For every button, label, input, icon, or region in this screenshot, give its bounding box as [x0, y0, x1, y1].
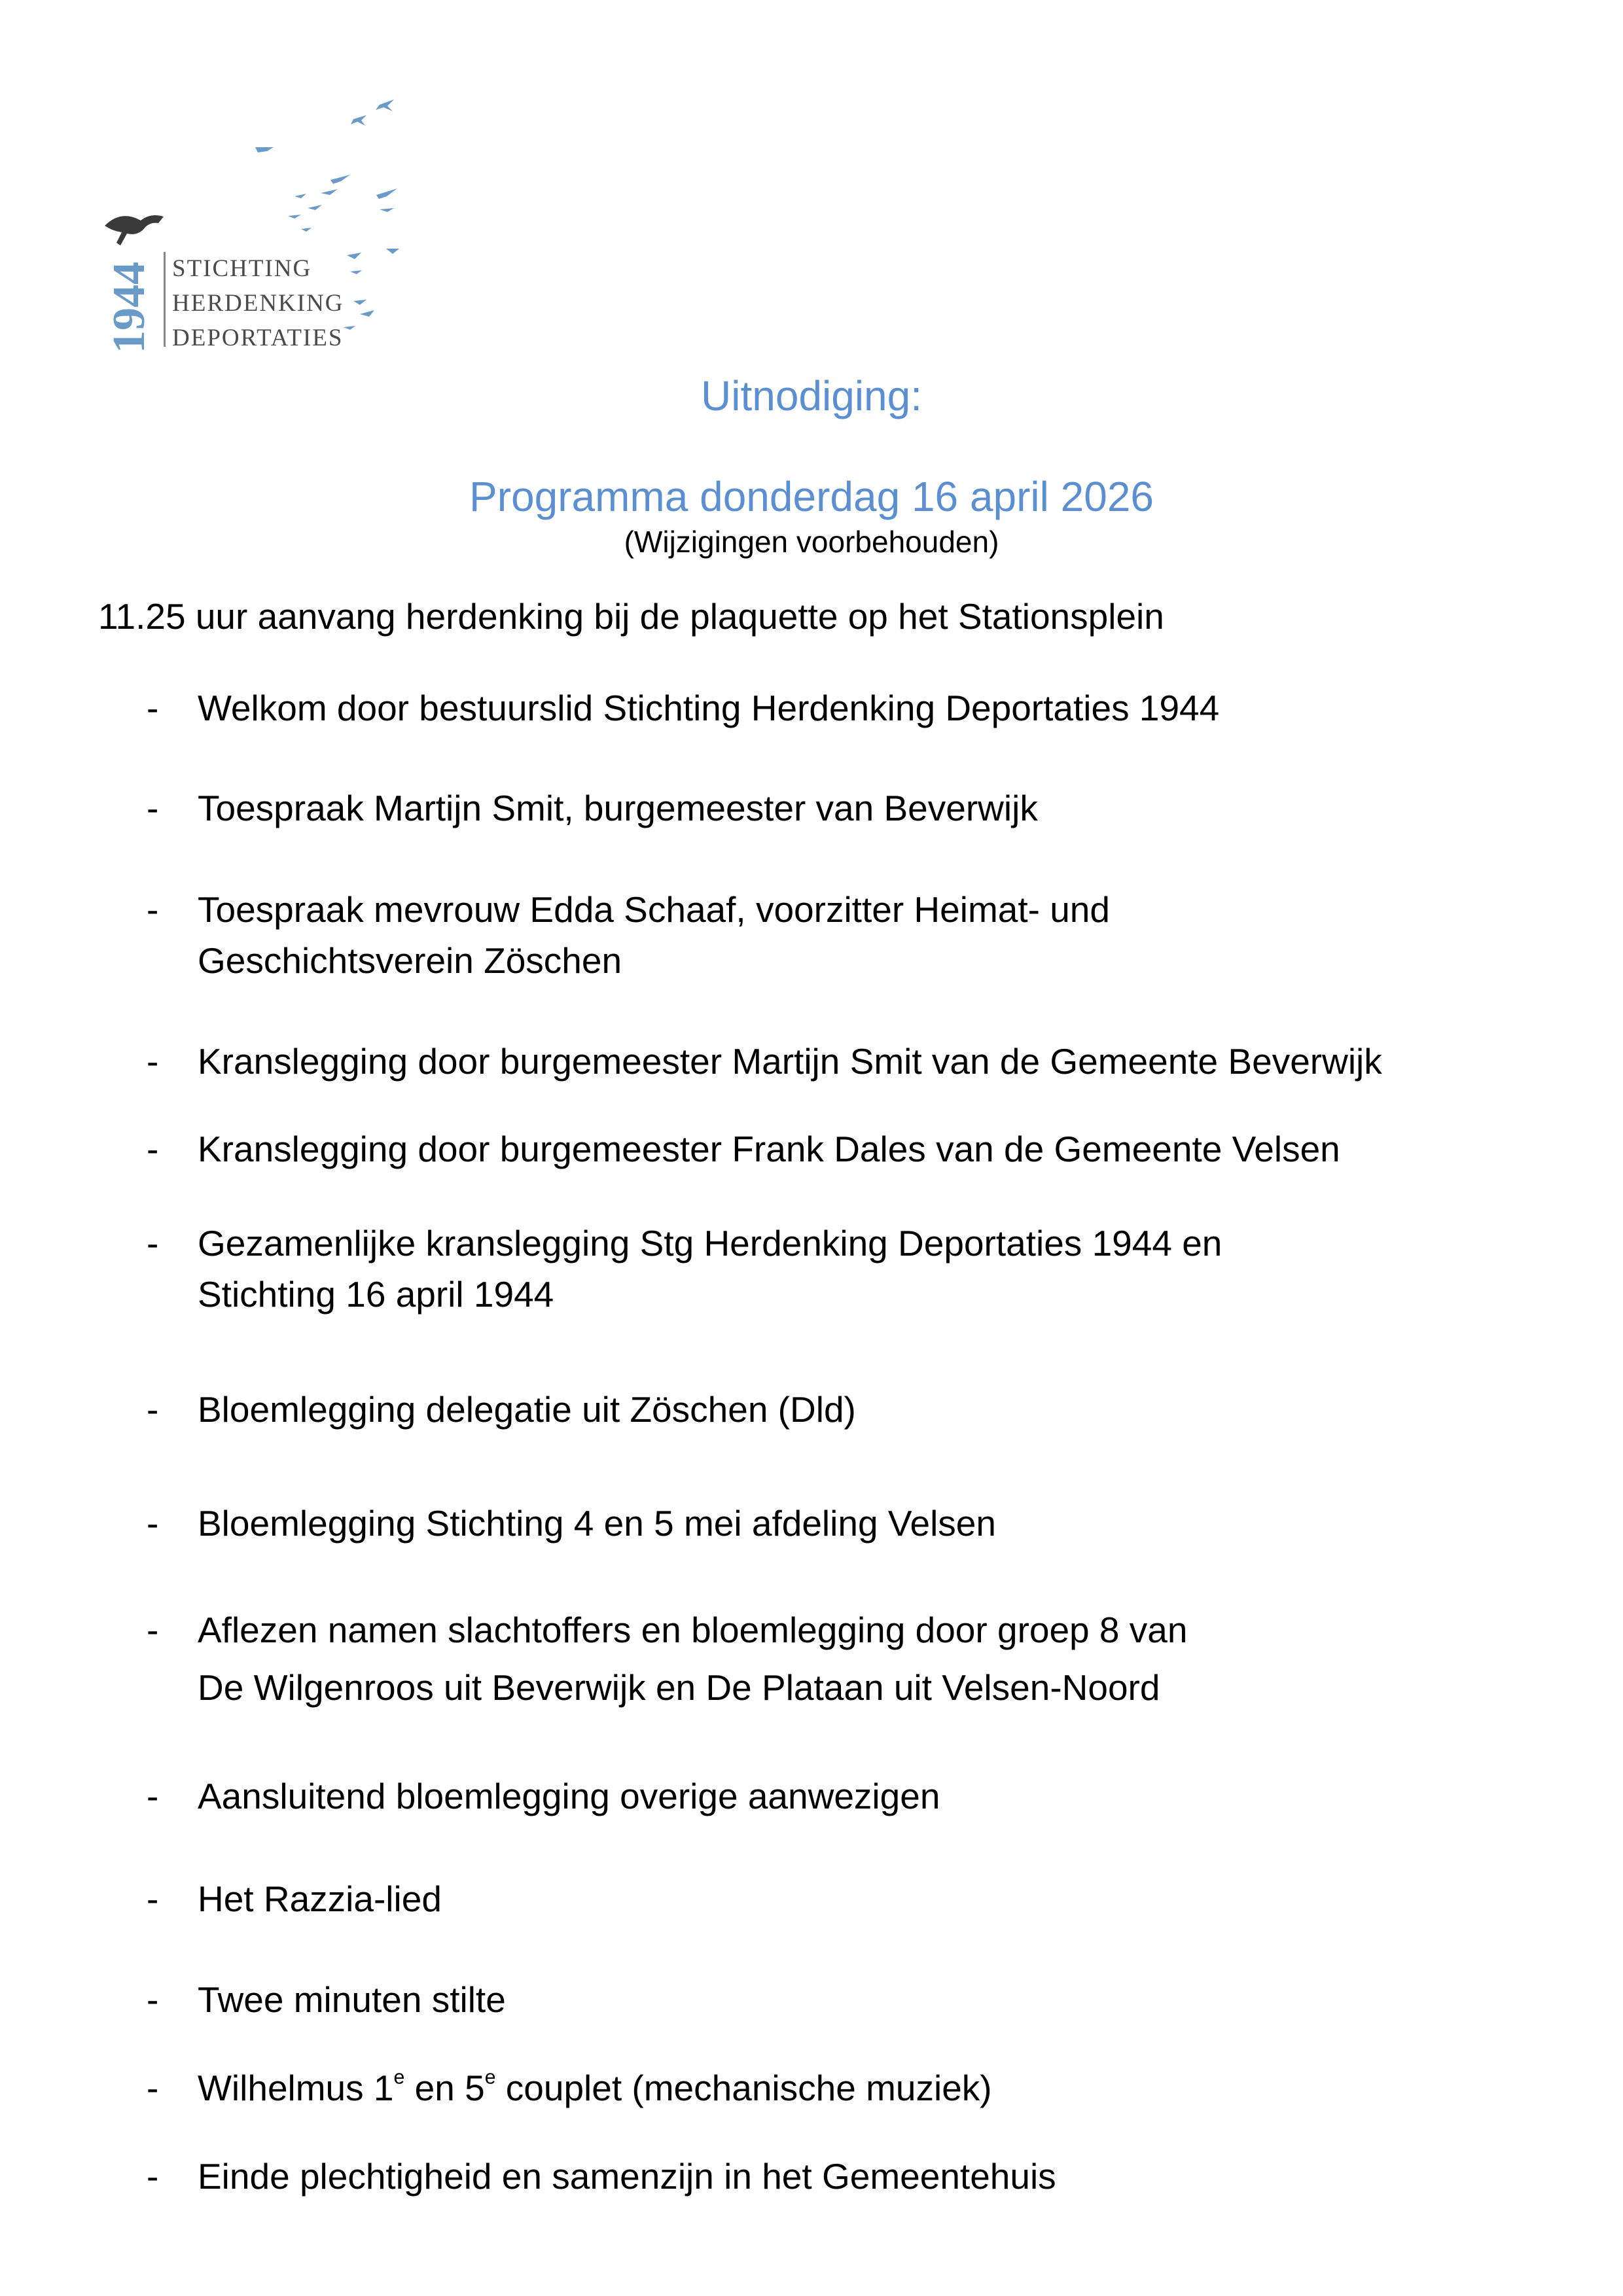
- bullet-dash: -: [147, 688, 159, 728]
- bird-icon: [330, 175, 350, 184]
- list-item-text: Kranslegging door burgemeester Martijn Smit van de Gemeente Beverwijk: [198, 1041, 1382, 1082]
- bullet-dash: -: [147, 889, 159, 930]
- list-item-text: Einde plechtigheid en samenzijn in het Gemeentehuis: [198, 2156, 1056, 2197]
- invitation-title: Uitnodiging:: [701, 372, 922, 419]
- svg-text:STICHTING: STICHTING: [172, 255, 312, 282]
- bird-icon: [294, 194, 306, 198]
- list-item-text: Gezamenlijke kranslegging Stg Herdenking Deportaties 1944 en Stichting 16 april 1944: [198, 1223, 1222, 1315]
- bullet-dash: -: [147, 1129, 159, 1169]
- list-item-text: Bloemlegging delegatie uit Zöschen (Dld): [198, 1389, 856, 1430]
- svg-text:DEPORTATIES: DEPORTATIES: [172, 325, 344, 351]
- list-item-text: Bloemlegging Stichting 4 en 5 mei afdeling Velsen: [198, 1503, 996, 1544]
- bullet-dash: -: [147, 788, 159, 828]
- logo-divider: [164, 252, 166, 347]
- list-item-text: Aansluitend bloemlegging overige aanwezigen: [198, 1776, 940, 1816]
- list-item-text: Wilhelmus 1e en 5e couplet (mechanische muziek): [198, 2066, 992, 2108]
- list-item-text: Toespraak mevrouw Edda Schaaf, voorzitter Heimat- und Geschichtsverein Zöschen: [198, 889, 1110, 981]
- birds-logo-icon: [98, 92, 412, 366]
- foundation-logo: [98, 92, 412, 366]
- bird-icon: [353, 300, 366, 305]
- bird-icon: [301, 228, 312, 232]
- bullet-dash: -: [147, 1503, 159, 1544]
- bird-icon: [255, 147, 274, 152]
- list-item-text: Het Razzia-lied: [198, 1879, 442, 1919]
- bird-icon: [351, 115, 366, 126]
- bullet-dash: -: [147, 1879, 159, 1919]
- list-item-text: Aflezen namen slachtoffers en bloemlegging door groep 8 van De Wilgenroos uit Beverwijk en De Plataan uit Velsen-Noord: [198, 1610, 1188, 1708]
- bird-icon: [288, 215, 301, 219]
- svg-text:1944: 1944: [104, 262, 154, 353]
- bird-icon: [360, 310, 374, 317]
- bird-icon: [350, 270, 362, 274]
- changes-reserved-note: (Wijzigingen voorbehouden): [624, 525, 999, 559]
- bullet-dash: -: [147, 2156, 159, 2197]
- bullet-dash: -: [147, 1610, 159, 1650]
- horse-icon: [105, 215, 164, 245]
- list-item-text: Welkom door bestuurslid Stichting Herdenking Deportaties 1944: [198, 688, 1220, 728]
- bird-icon: [376, 99, 394, 111]
- bird-icon: [376, 188, 397, 199]
- bird-icon: [380, 208, 394, 212]
- svg-text:HERDENKING: HERDENKING: [172, 290, 344, 317]
- bird-icon: [308, 205, 322, 210]
- bullet-dash: -: [147, 1223, 159, 1263]
- list-item-text: Twee minuten stilte: [198, 1979, 506, 2020]
- start-time-intro: 11.25 uur aanvang herdenking bij de plaquette op het Stationsplein: [98, 596, 1164, 637]
- bullet-dash: -: [147, 1389, 159, 1430]
- bullet-dash: -: [147, 1776, 159, 1816]
- bird-icon: [321, 189, 338, 195]
- bird-icon: [386, 249, 399, 254]
- bird-icon: [347, 253, 361, 259]
- bird-icon: [344, 326, 355, 330]
- bullet-dash: -: [147, 1979, 159, 2020]
- program-title: Programma donderdag 16 april 2026: [469, 473, 1154, 520]
- bullet-dash: -: [147, 2068, 159, 2108]
- list-item-text: Kranslegging door burgemeester Frank Dales van de Gemeente Velsen: [198, 1129, 1340, 1169]
- list-item-text: Toespraak Martijn Smit, burgemeester van Beverwijk: [198, 788, 1038, 828]
- bullet-dash: -: [147, 1041, 159, 1082]
